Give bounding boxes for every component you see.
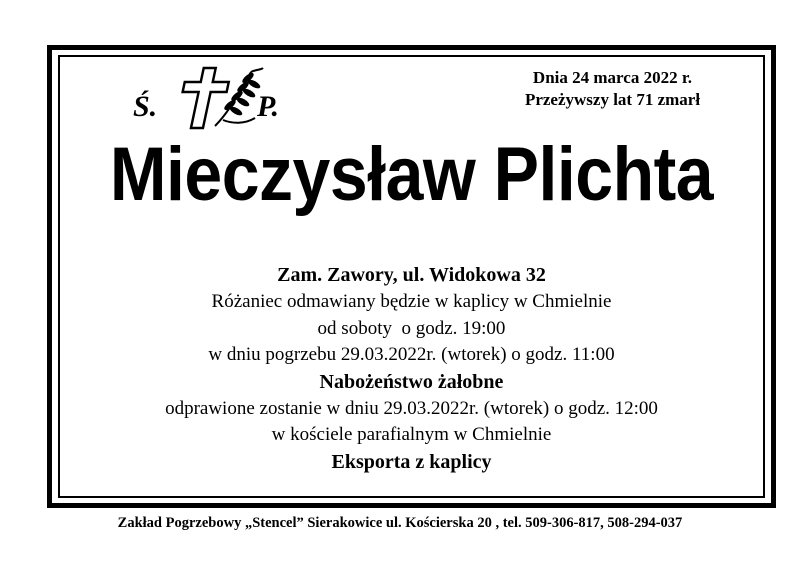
death-date: Dnia 24 marca 2022 r. <box>532 68 693 87</box>
initial-s: Ś. <box>133 90 158 123</box>
service-line-2: w kościele parafialnym w Chmielnie <box>271 424 552 445</box>
age-line: Przeżywszy lat 71 zmarł <box>524 90 701 109</box>
rosary-line-1: Różaniec odmawiany będzie w kaplicy w Chmielnie <box>211 291 612 312</box>
funeral-home-footer: Zakład Pogrzebowy „Stencel” Sierakowice ul. Kościerska 20 , tel. 509-306-817, 508-294-037 <box>117 515 683 531</box>
address-line: Zam. Zawory, ul. Widokowa 32 <box>277 264 546 286</box>
rosary-line-3: w dniu pogrzebu 29.03.2022r. (wtorek) o godz. 11:00 <box>208 344 615 365</box>
rosary-line-2: od soboty o godz. 19:00 <box>317 318 506 339</box>
initial-p: P. <box>257 90 279 123</box>
service-heading: Nabożeństwo żałobne <box>319 371 504 393</box>
deceased-name: Mieczysław Plichta <box>109 131 714 217</box>
escort-line: Eksporta z kaplicy <box>331 451 492 473</box>
service-line-1: odprawione zostanie w dniu 29.03.2022r. (wtorek) o godz. 12:00 <box>165 398 658 419</box>
